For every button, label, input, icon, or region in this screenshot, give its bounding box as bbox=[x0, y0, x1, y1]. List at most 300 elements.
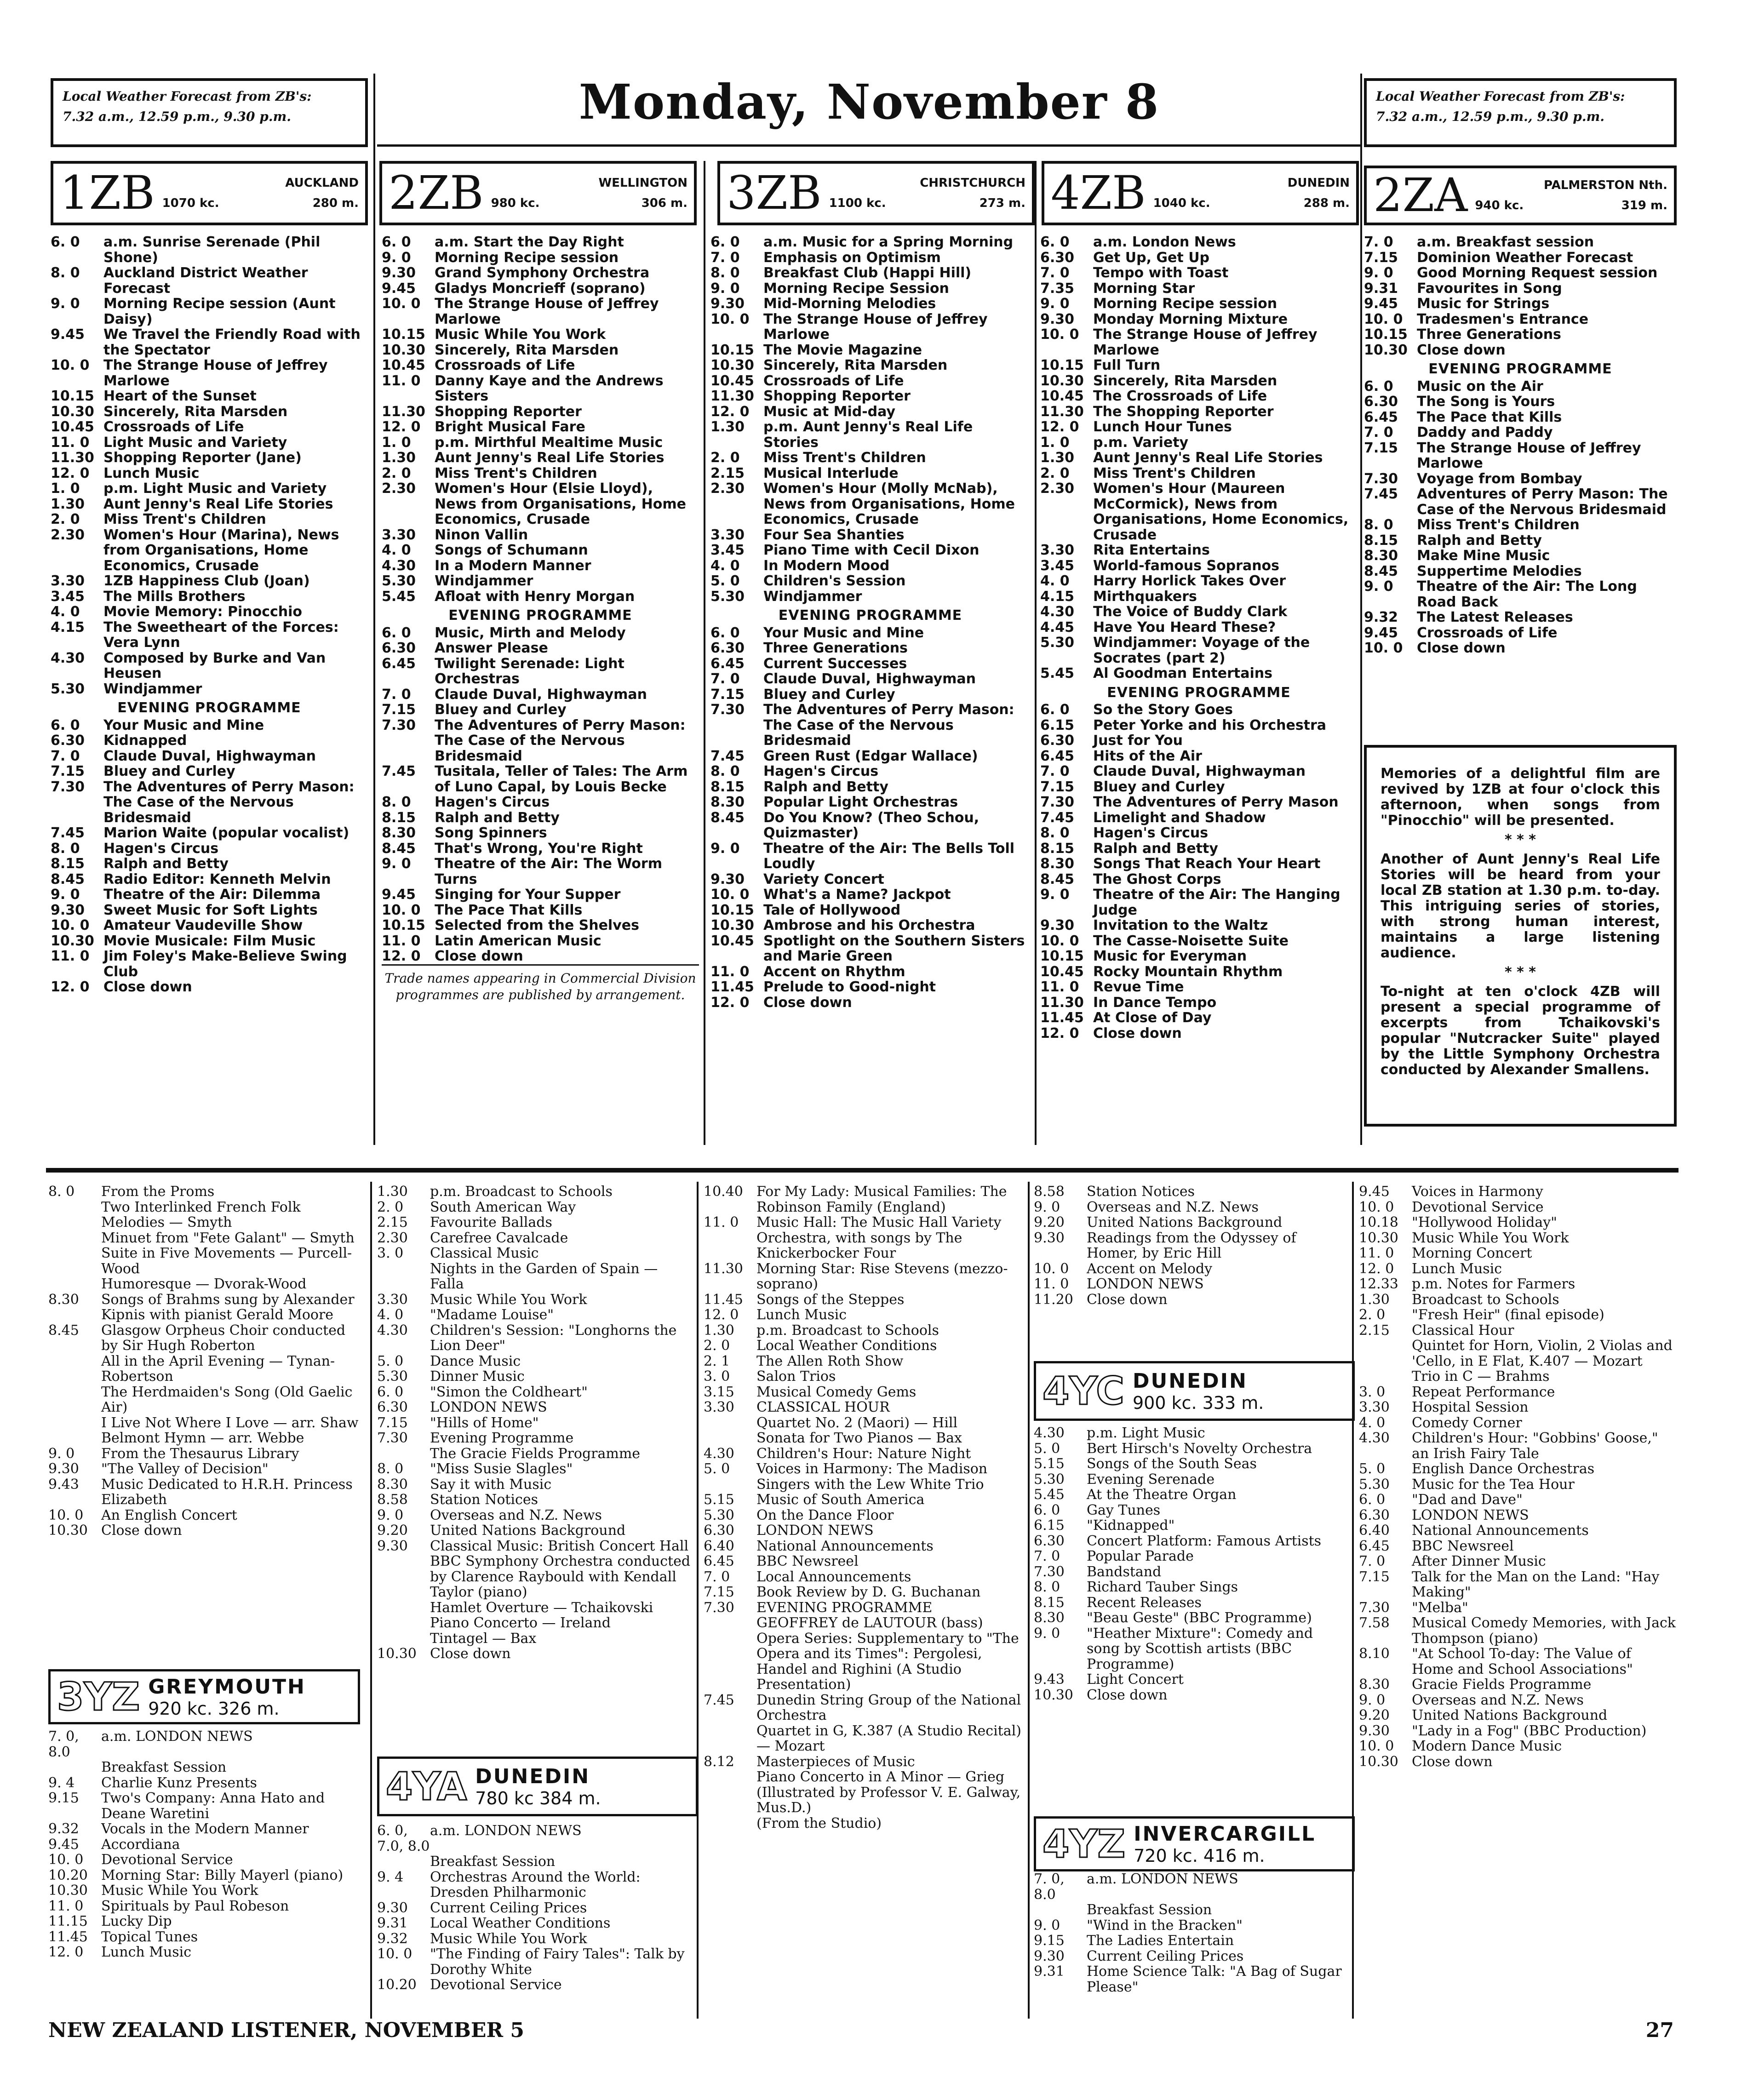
programme-row bbox=[51, 358, 368, 389]
programme-row bbox=[704, 1400, 1025, 1415]
programme-time: 3.30 bbox=[1040, 542, 1075, 558]
programme-time: 9.30 bbox=[1040, 917, 1075, 933]
programme-time: 7.45 bbox=[382, 763, 416, 779]
programme-title: Women's Hour (Marina), News from Organisations, Home Economics, Crusade bbox=[103, 526, 339, 574]
programme-title: a.m. London News bbox=[1093, 234, 1236, 250]
evening-programme-heading: EVENING PROGRAMME bbox=[448, 607, 632, 624]
programme-title: Theatre of the Air: The Worm Turns bbox=[435, 856, 662, 887]
programme-time: 10.40 bbox=[704, 1184, 743, 1200]
programme-time: 6. 0 bbox=[1364, 378, 1393, 395]
programme-title: Modern Dance Music bbox=[1412, 1738, 1562, 1754]
programme-title: Miss Trent's Children bbox=[1417, 517, 1580, 533]
programme-title: Answer Please bbox=[435, 640, 548, 656]
programme-title: EVENING PROGRAMME bbox=[756, 1599, 933, 1616]
programme-title: Music While You Work bbox=[435, 326, 606, 343]
programme-row bbox=[48, 1868, 366, 1883]
lower-col-5 bbox=[1359, 1184, 1676, 1769]
programme-time: 9.20 bbox=[1359, 1707, 1390, 1723]
programme-title: The Strange House of Jeffrey Marlowe bbox=[103, 357, 328, 389]
programme-row bbox=[1034, 1292, 1349, 1308]
programme-row bbox=[48, 1200, 366, 1230]
programme-time: 3.30 bbox=[382, 526, 416, 543]
programme-title: Shopping Reporter (Jane) bbox=[103, 450, 302, 466]
programme-title: "The Valley of Decision" bbox=[101, 1461, 269, 1477]
programme-time: 6.30 bbox=[51, 732, 85, 749]
programme-row bbox=[1364, 425, 1677, 441]
programme-title: Hagen's Circus bbox=[435, 794, 550, 810]
programme-time: 5. 0 bbox=[377, 1353, 404, 1369]
programme-row bbox=[51, 573, 368, 589]
programme-row bbox=[704, 1539, 1025, 1554]
programme-time: 11. 0 bbox=[704, 1214, 739, 1230]
programme-title: Do You Know? (Theo Schou, Quizmaster) bbox=[763, 809, 980, 841]
programme-row bbox=[48, 1852, 366, 1868]
programme-time: 10. 0 bbox=[1040, 933, 1079, 949]
badge-freq: 780 kc 384 m. bbox=[475, 1788, 601, 1808]
programme-title: Charlie Kunz Presents bbox=[101, 1774, 257, 1791]
programme-row bbox=[1034, 1503, 1349, 1518]
programme-time: 3. 0 bbox=[377, 1245, 404, 1261]
programme-row bbox=[382, 235, 699, 250]
programme-title: Theatre of the Air: The Long Road Back bbox=[1417, 578, 1637, 610]
programme-title: National Announcements bbox=[756, 1538, 934, 1554]
programme-row bbox=[710, 810, 1030, 841]
programme-time: 8.30 bbox=[1359, 1677, 1390, 1693]
programme-time: 2.30 bbox=[1040, 481, 1075, 497]
programme-time: 4. 0 bbox=[1359, 1414, 1386, 1431]
programme-row bbox=[382, 702, 699, 718]
programme-time: 1.30 bbox=[377, 1184, 408, 1200]
programme-row bbox=[1040, 872, 1358, 887]
programme-time: 8.15 bbox=[382, 809, 416, 826]
programme-row bbox=[1034, 1949, 1349, 1964]
programme-row bbox=[1359, 1693, 1676, 1708]
programme-row bbox=[710, 358, 1030, 373]
programme-time: 9.30 bbox=[1034, 1230, 1065, 1246]
programme-title: Vocals in the Modern Manner bbox=[101, 1821, 309, 1837]
programme-time: 3.30 bbox=[1359, 1399, 1390, 1415]
programme-title: Mirthquakers bbox=[1093, 588, 1197, 605]
programme-time: 8. 0 bbox=[1040, 825, 1070, 841]
programme-title: Invitation to the Waltz bbox=[1093, 917, 1268, 933]
programme-title: Evening Serenade bbox=[1087, 1471, 1215, 1488]
programme-title: Ralph and Betty bbox=[763, 778, 888, 795]
programme-row bbox=[48, 1385, 366, 1415]
programme-title: Local Announcements bbox=[756, 1568, 911, 1585]
programme-time: 11. 0 bbox=[1040, 979, 1079, 995]
schedule-1zb bbox=[51, 235, 368, 995]
programme-time: 9. 0 bbox=[48, 1445, 75, 1462]
programme-time: 9.32 bbox=[48, 1821, 79, 1837]
programme-title: Repeat Performance bbox=[1412, 1384, 1555, 1400]
programme-title: Lunch Music bbox=[756, 1307, 847, 1323]
programme-row bbox=[710, 466, 1030, 481]
programme-title: Music While You Work bbox=[430, 1930, 587, 1947]
programme-title: Station Notices bbox=[430, 1492, 538, 1508]
programme-time: 5.15 bbox=[704, 1492, 734, 1508]
programme-row bbox=[1364, 533, 1677, 549]
schedule-4zb bbox=[1040, 235, 1358, 1041]
programme-time: 6.30 bbox=[382, 640, 416, 656]
programme-title: Book Review by D. G. Buchanan bbox=[756, 1584, 981, 1600]
programme-time: 7.45 bbox=[51, 825, 85, 841]
programme-title: Local Weather Conditions bbox=[430, 1915, 611, 1931]
programme-title: Music for Everyman bbox=[1093, 948, 1247, 964]
programme-time: 8.45 bbox=[1364, 563, 1398, 579]
programme-row bbox=[1364, 312, 1677, 327]
programme-title: Monday Morning Mixture bbox=[1093, 311, 1288, 327]
programme-title: Close down bbox=[763, 994, 852, 1011]
programme-title: Women's Hour (Molly McNab), News from Organisations, Home Economics, Crusade bbox=[763, 481, 1015, 527]
programme-row bbox=[377, 1492, 694, 1508]
programme-time: 8.45 bbox=[48, 1322, 79, 1339]
programme-row bbox=[382, 641, 699, 656]
programme-row bbox=[1359, 1600, 1676, 1616]
programme-title: Shopping Reporter bbox=[763, 388, 911, 404]
programme-row bbox=[377, 1508, 694, 1523]
programme-time: 2.15 bbox=[710, 465, 745, 481]
programme-time: 2.30 bbox=[710, 481, 745, 497]
column-rule bbox=[1352, 1182, 1354, 2019]
programme-title: Accordiana bbox=[101, 1836, 180, 1853]
programme-time: 6. 0 bbox=[382, 234, 411, 250]
programme-time: 10.45 bbox=[51, 419, 94, 435]
programme-time: 6.45 bbox=[1359, 1538, 1390, 1554]
programme-time: 11.30 bbox=[704, 1260, 743, 1277]
programme-row bbox=[1359, 1276, 1676, 1292]
programme-title: Music While You Work bbox=[101, 1883, 258, 1899]
programme-time: 8.30 bbox=[48, 1291, 79, 1308]
programme-title: Songs That Reach Your Heart bbox=[1093, 856, 1321, 872]
programme-title: The Adventures of Perry Mason: The Case of the Nervous Bridesmaid bbox=[103, 778, 355, 826]
programme-row bbox=[1034, 1472, 1349, 1488]
programme-title: Full Turn bbox=[1093, 357, 1161, 373]
programme-row bbox=[1040, 604, 1358, 620]
programme-title: Lunch Music bbox=[103, 465, 200, 481]
programme-title: "Madame Louise" bbox=[430, 1307, 554, 1323]
programme-row bbox=[1364, 281, 1677, 297]
programme-time: 10.30 bbox=[1364, 342, 1408, 358]
programme-time: 9.30 bbox=[382, 265, 416, 281]
programme-time: 9. 0 bbox=[1040, 296, 1070, 312]
programme-title: Crossroads of Life bbox=[1417, 624, 1558, 641]
programme-title: Music for Strings bbox=[1417, 296, 1550, 312]
programme-row bbox=[710, 979, 1030, 995]
programme-title: On the Dance Floor bbox=[756, 1507, 894, 1523]
programme-row bbox=[1040, 964, 1358, 980]
badge-call: 4YC bbox=[1043, 1368, 1124, 1413]
programme-row bbox=[1359, 1431, 1676, 1461]
badge-freq: 900 kc. 333 m. bbox=[1132, 1392, 1264, 1413]
programme-row bbox=[1040, 635, 1358, 666]
programme-title: The Casse-Noisette Suite bbox=[1093, 933, 1289, 949]
programme-title: Sincerely, Rita Marsden bbox=[1093, 372, 1278, 389]
programme-title: p.m. Broadcast to Schools bbox=[430, 1184, 613, 1200]
programme-row bbox=[48, 1821, 366, 1837]
programme-title: United Nations Background bbox=[1412, 1707, 1608, 1723]
programme-time: 9.30 bbox=[377, 1900, 408, 1916]
programme-row bbox=[710, 265, 1030, 281]
programme-time: 10.30 bbox=[377, 1646, 417, 1662]
programme-time: 10.30 bbox=[1359, 1230, 1398, 1246]
programme-title: Limelight and Shadow bbox=[1093, 809, 1266, 826]
programme-title: Aunt Jenny's Real Life Stories bbox=[435, 450, 665, 466]
programme-row bbox=[704, 1431, 1025, 1446]
programme-row bbox=[710, 779, 1030, 795]
programme-row bbox=[1034, 1918, 1349, 1934]
programme-time: 5.30 bbox=[377, 1368, 408, 1385]
programme-title: Tale of Hollywood bbox=[763, 902, 901, 918]
programme-row bbox=[1359, 1307, 1676, 1323]
programme-time: 8. 0 bbox=[377, 1461, 404, 1477]
programme-time: 4.15 bbox=[1040, 588, 1075, 605]
programme-row bbox=[48, 1446, 366, 1462]
programme-title: p.m. Light Music bbox=[1087, 1425, 1205, 1441]
programme-row bbox=[377, 1446, 694, 1462]
station-header-1zb bbox=[51, 161, 368, 225]
programme-time: 9. 0 bbox=[1034, 1199, 1060, 1215]
programme-title: What's a Name? Jackpot bbox=[763, 887, 951, 903]
programme-row bbox=[1040, 856, 1358, 872]
page-title: Monday, November 8 bbox=[579, 74, 1160, 130]
lower-col-1 bbox=[48, 1184, 366, 1539]
programme-title: Music, Mirth and Melody bbox=[435, 624, 626, 641]
programme-title: Music While You Work bbox=[1412, 1230, 1569, 1246]
programme-row bbox=[382, 625, 699, 641]
programme-time: 1. 0 bbox=[51, 481, 80, 497]
programme-title: Miss Trent's Children bbox=[435, 465, 597, 481]
programme-row bbox=[51, 296, 368, 327]
programme-row bbox=[1040, 795, 1358, 810]
programme-title: Close down bbox=[1417, 342, 1506, 358]
programme-time: 11.30 bbox=[51, 450, 94, 466]
promo-separator: * * * bbox=[1505, 832, 1536, 848]
weather-line-1: Local Weather Forecast from ZB's: bbox=[1376, 89, 1625, 104]
programme-time: 6.30 bbox=[1040, 249, 1075, 266]
programme-time: 9. 0 bbox=[710, 840, 740, 857]
programme-title: So the Story Goes bbox=[1093, 702, 1233, 718]
programme-time: 9.45 bbox=[1364, 624, 1398, 641]
programme-row bbox=[1359, 1385, 1676, 1400]
programme-title: Nights in the Garden of Spain — Falla bbox=[430, 1260, 658, 1292]
programme-time: 4. 0 bbox=[1040, 573, 1070, 589]
programme-time: 9. 0 bbox=[710, 280, 740, 297]
programme-title: "Dad and Dave" bbox=[1412, 1492, 1523, 1508]
programme-row bbox=[377, 1369, 694, 1385]
programme-row bbox=[1364, 379, 1677, 395]
programme-row bbox=[1359, 1400, 1676, 1415]
programme-title: a.m. LONDON NEWS bbox=[101, 1728, 253, 1745]
programme-time: 10. 0 bbox=[51, 917, 90, 933]
programme-title: Lucky Dip bbox=[101, 1913, 172, 1929]
programme-row bbox=[377, 1400, 694, 1415]
programme-row bbox=[1034, 1933, 1349, 1949]
programme-row bbox=[377, 1385, 694, 1400]
programme-row bbox=[51, 979, 368, 995]
programme-title: Suppertime Melodies bbox=[1417, 563, 1582, 579]
programme-title: Recent Releases bbox=[1087, 1594, 1202, 1611]
programme-title: That's Wrong, You're Right bbox=[435, 840, 643, 857]
programme-time: 6.45 bbox=[1040, 748, 1075, 764]
weather-line-1: Local Weather Forecast from ZB's: bbox=[63, 89, 312, 104]
programme-row bbox=[710, 312, 1030, 343]
programme-time: 9. 0 bbox=[382, 856, 411, 872]
programme-title: Women's Hour (Elsie Lloyd), News from Organisations, Home Economics, Crusade bbox=[435, 481, 687, 527]
programme-row bbox=[1040, 718, 1358, 733]
station-call: 4ZB bbox=[1051, 166, 1146, 220]
programme-row bbox=[1040, 764, 1358, 779]
programme-time: 8. 0 bbox=[382, 794, 411, 810]
programme-time: 5. 0 bbox=[1034, 1440, 1060, 1457]
programme-title: LONDON NEWS bbox=[430, 1399, 547, 1415]
programme-title: Mid-Morning Melodies bbox=[763, 296, 936, 312]
programme-time: 9. 0 bbox=[51, 296, 80, 312]
programme-title: Four Sea Shanties bbox=[763, 526, 905, 543]
programme-time: 9.43 bbox=[1034, 1671, 1065, 1688]
programme-row bbox=[704, 1723, 1025, 1754]
programme-title: The Strange House of Jeffrey Marlowe bbox=[435, 296, 659, 327]
programme-title: Musical Interlude bbox=[763, 465, 899, 481]
programme-row bbox=[382, 887, 699, 903]
programme-time: 7.30 bbox=[704, 1599, 734, 1616]
programme-time: 12.33 bbox=[1359, 1276, 1398, 1292]
column-rule bbox=[1035, 161, 1037, 1145]
programme-title: In Dance Tempo bbox=[1093, 994, 1217, 1011]
programme-row bbox=[1359, 1739, 1676, 1754]
programme-time: 8.45 bbox=[51, 871, 85, 887]
station-kc: 940 kc. bbox=[1475, 199, 1524, 212]
programme-time: 4.45 bbox=[1040, 619, 1075, 635]
programme-title: Concert Platform: Famous Artists bbox=[1087, 1533, 1322, 1549]
programme-time: 6.45 bbox=[710, 655, 745, 672]
programme-time: 7.15 bbox=[382, 702, 416, 718]
programme-row bbox=[1040, 1026, 1358, 1041]
programme-time bbox=[704, 1769, 756, 1785]
programme-row bbox=[51, 604, 368, 620]
programme-row bbox=[1040, 419, 1358, 435]
programme-time: 7. 0 bbox=[1364, 234, 1393, 250]
lower-col-4b bbox=[1034, 1871, 1349, 1995]
programme-title: Theatre of the Air: Dilemma bbox=[103, 887, 321, 903]
badge-call: 4YZ bbox=[1043, 1821, 1126, 1866]
column-rule bbox=[704, 161, 705, 1145]
programme-row bbox=[1359, 1292, 1676, 1308]
programme-time: 4.30 bbox=[382, 557, 416, 574]
programme-time: 5.45 bbox=[382, 588, 416, 605]
station-call: 3ZB bbox=[727, 166, 822, 220]
programme-time: 11.45 bbox=[710, 979, 754, 995]
station-header-2zb bbox=[379, 161, 697, 225]
programme-title: Shopping Reporter bbox=[435, 403, 582, 420]
station-kc: 1100 kc. bbox=[829, 196, 886, 210]
programme-title: Windjammer bbox=[435, 573, 533, 589]
programme-title: p.m. Notes for Farmers bbox=[1412, 1276, 1575, 1292]
programme-time: 6.45 bbox=[704, 1553, 734, 1569]
programme-time bbox=[704, 1631, 756, 1693]
programme-title: Songs of the South Seas bbox=[1087, 1456, 1257, 1472]
programme-title: The Voice of Buddy Clark bbox=[1093, 604, 1288, 620]
programme-time: 7.15 bbox=[1364, 249, 1398, 266]
programme-row bbox=[710, 656, 1030, 672]
programme-title: Music for the Tea Hour bbox=[1412, 1476, 1575, 1493]
programme-title: The Ladies Entertain bbox=[1087, 1933, 1234, 1949]
programme-time: 5.30 bbox=[710, 588, 745, 605]
section-divider bbox=[46, 1168, 1679, 1173]
programme-time bbox=[48, 1385, 101, 1415]
programme-title: Adventures of Perry Mason: The Case of the Nervous Bridesmaid bbox=[1417, 486, 1668, 518]
programme-time: 8.30 bbox=[710, 794, 745, 810]
programme-time: 11. 0 bbox=[710, 963, 750, 980]
programme-time: 10.30 bbox=[1359, 1753, 1398, 1770]
programme-time: 7.58 bbox=[1359, 1615, 1390, 1631]
programme-row bbox=[1364, 441, 1677, 471]
weather-box-right bbox=[1364, 78, 1677, 147]
programme-title: Accent on Melody bbox=[1087, 1260, 1213, 1277]
programme-row bbox=[1364, 471, 1677, 487]
programme-time: 9.15 bbox=[1034, 1933, 1065, 1949]
programme-title: Latin American Music bbox=[435, 933, 602, 949]
programme-time: 6. 0 bbox=[377, 1384, 404, 1400]
programme-title: Current Successes bbox=[763, 655, 907, 672]
programme-row bbox=[1034, 1276, 1349, 1292]
programme-row bbox=[704, 1184, 1025, 1215]
programme-time: 2. 0 bbox=[1359, 1307, 1386, 1323]
programme-row bbox=[710, 235, 1030, 250]
programme-time: 6. 0 bbox=[1359, 1492, 1386, 1508]
programme-title: Two Interlinked French Folk Melodies — Smyth bbox=[101, 1199, 301, 1230]
programme-row bbox=[48, 1276, 366, 1292]
programme-title: "Hills of Home" bbox=[430, 1414, 539, 1431]
programme-title: BBC Newsreel bbox=[756, 1553, 859, 1569]
programme-title: Harry Horlick Takes Over bbox=[1093, 573, 1286, 589]
programme-time: 9.45 bbox=[382, 887, 416, 903]
schedule-2zb bbox=[382, 235, 699, 1003]
programme-row bbox=[48, 1184, 366, 1200]
programme-row bbox=[377, 1261, 694, 1292]
programme-row bbox=[1034, 1534, 1349, 1549]
programme-time: 6.45 bbox=[1364, 409, 1398, 425]
programme-time: 12. 0 bbox=[1040, 1025, 1079, 1041]
programme-time: 7.45 bbox=[710, 748, 745, 764]
programme-title: Comedy Corner bbox=[1412, 1414, 1522, 1431]
programme-time: 7. 0 bbox=[1034, 1548, 1060, 1564]
programme-time: 9.45 bbox=[1359, 1184, 1390, 1200]
programme-time: 8.30 bbox=[382, 825, 416, 841]
programme-title: Children's Hour: "Gobbins' Goose," an Irish Fairy Tale bbox=[1412, 1430, 1658, 1462]
programme-title: Light Music and Variety bbox=[103, 434, 287, 451]
programme-title: BBC Symphony Orchestra conducted by Clarence Raybould with Kendall Taylor (piano) bbox=[430, 1553, 691, 1600]
programme-row bbox=[1040, 573, 1358, 589]
programme-row bbox=[1034, 1487, 1349, 1503]
programme-title: "Melba" bbox=[1412, 1599, 1468, 1616]
programme-time: 3.45 bbox=[710, 542, 745, 558]
programme-title: The Strange House of Jeffrey Marlowe bbox=[1093, 326, 1318, 358]
programme-title: Hospital Session bbox=[1412, 1399, 1529, 1415]
programme-row bbox=[704, 1785, 1025, 1816]
programme-row bbox=[51, 589, 368, 605]
programme-title: Morning Star: Rise Stevens (mezzo-soprano) bbox=[756, 1260, 1008, 1292]
programme-time: 10.30 bbox=[1040, 372, 1084, 389]
programme-title: "Miss Susie Slagles" bbox=[430, 1461, 573, 1477]
programme-title: Broadcast to Schools bbox=[1412, 1291, 1559, 1308]
programme-title: Get Up, Get Up bbox=[1093, 249, 1210, 266]
programme-row bbox=[382, 933, 699, 949]
programme-row bbox=[1359, 1338, 1676, 1369]
programme-title: Kidnapped bbox=[103, 732, 187, 749]
programme-row bbox=[1359, 1677, 1676, 1693]
programme-title: Humoresque — Dvorak-Wood bbox=[101, 1276, 307, 1292]
programme-row bbox=[1359, 1215, 1676, 1230]
